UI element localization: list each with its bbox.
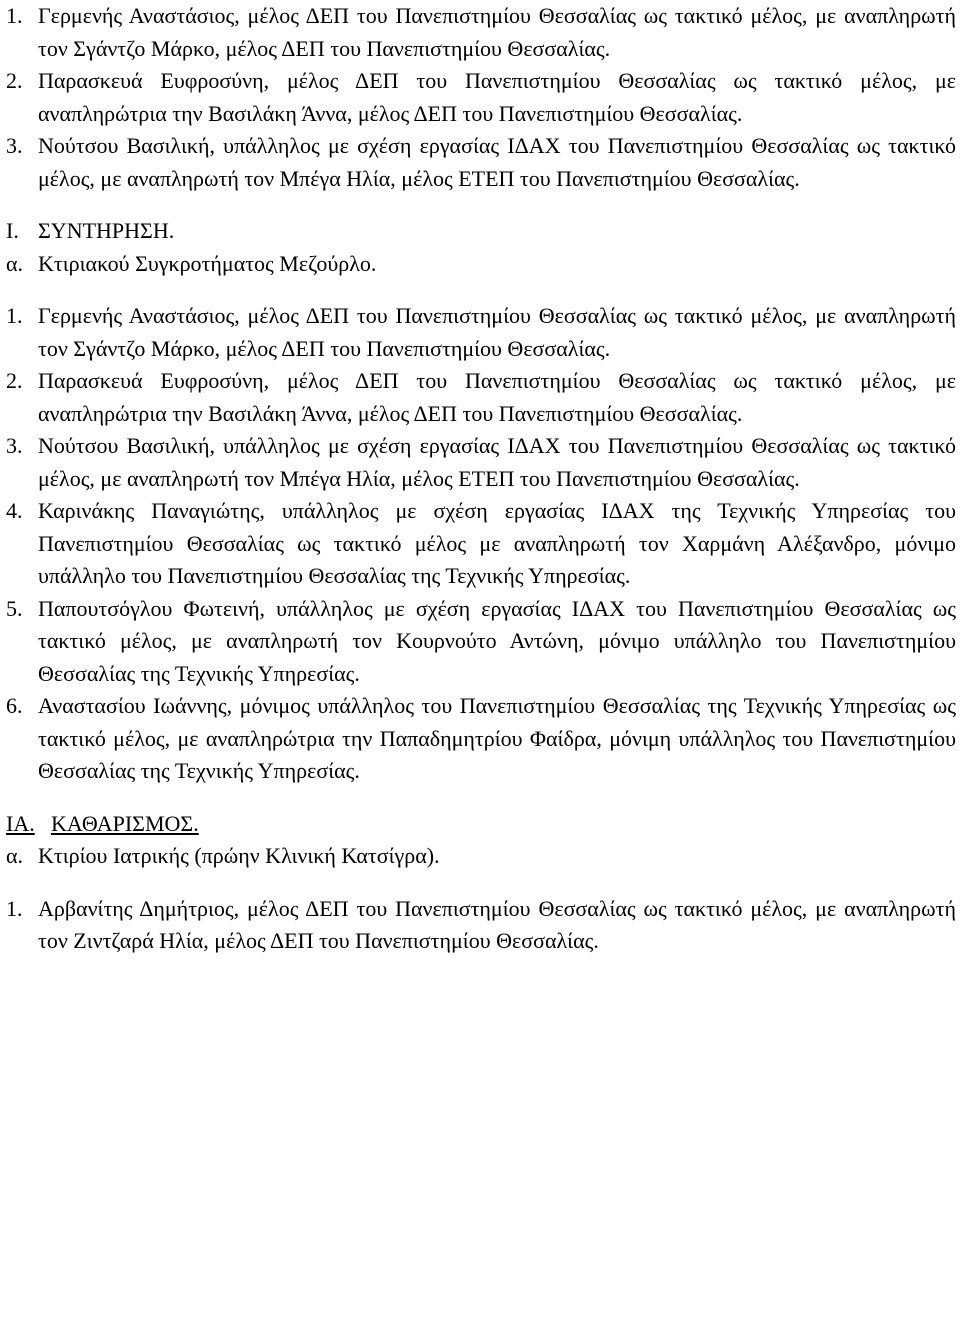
- section-heading-maintenance: [6, 215, 956, 248]
- list-item: [6, 130, 956, 195]
- subsection-heading: [6, 248, 956, 281]
- list-item: [6, 430, 956, 495]
- item-number: 5.: [6, 595, 23, 621]
- item-text: Καρινάκης Παναγιώτης, υπάλληλος με σχέση εργασίας ΙΔΑΧ της Τεχνικής Υπηρεσίας του Πανεπιστημίου Θεσσαλίας ως τακτικό μέλος με αναπληρωτή τον Χαρμάνη Αλέξανδρο, μόνιμο υπάλληλο του Πανεπιστημίου Θεσσαλίας της Τεχνικής Υπηρεσίας.: [38, 498, 956, 588]
- item-text: Γερμενής Αναστάσιος, μέλος ΔΕΠ του Πανεπιστημίου Θεσσαλίας ως τακτικό μέλος, με αναπληρωτή τον Σγάντζο Μάρκο, μέλος ΔΕΠ του Πανεπιστημίου Θεσσαλίας.: [38, 303, 956, 361]
- item-text: Παπουτσόγλου Φωτεινή, υπάλληλος με σχέση εργασίας ΙΔΑΧ του Πανεπιστημίου Θεσσαλίας ως τακτικό μέλος, με αναπληρωτή τον Κουρνούτο Αντώνη, μόνιμο υπάλληλο του Πανεπιστημίου Θεσσαλίας της Τεχνικής Υπηρεσίας.: [38, 595, 956, 686]
- item-text: Παρασκευά Ευφροσύνη, μέλος ΔΕΠ του Πανεπιστημίου Θεσσαλίας ως τακτικό μέλος, με αναπληρώτρια την Βασιλάκη Άννα, μέλος ΔΕΠ του Πανεπιστημίου Θεσσαλίας.: [38, 368, 956, 426]
- subsection-number: α.: [6, 843, 24, 868]
- section-number: Ι.: [6, 218, 19, 243]
- member-list-block-2: [6, 300, 956, 788]
- list-item: [6, 65, 956, 130]
- item-text: Γερμενής Αναστάσιος, μέλος ΔΕΠ του Πανεπιστημίου Θεσσαλίας ως τακτικό μέλος, με αναπληρωτή τον Σγάντζο Μάρκο, μέλος ΔΕΠ του Πανεπιστημίου Θεσσαλίας.: [38, 3, 956, 61]
- member-list-block-1: [6, 0, 956, 195]
- list-item: [6, 495, 956, 593]
- item-text: Αναστασίου Ιωάννης, μόνιμος υπάλληλος του Πανεπιστημίου Θεσσαλίας της Τεχνικής Υπηρεσίας ως τακτικό μέλος, με αναπληρώτρια την Παπαδημητρίου Φαίδρα, μόνιμη υπάλληλος του Πανεπιστημίου Θεσσαλίας της Τεχνικής Υπηρεσίας.: [38, 693, 956, 783]
- item-number: 3.: [6, 133, 23, 158]
- subsection-number: α.: [6, 250, 24, 276]
- item-number: 3.: [6, 433, 23, 458]
- section-title: ΚΑΘΑΡΙΣΜΟΣ.: [51, 810, 199, 836]
- item-number: 6.: [6, 693, 23, 718]
- section-title: ΣΥΝΤΗΡΗΣΗ.: [38, 218, 175, 243]
- item-text: Αρβανίτης Δημήτριος, μέλος ΔΕΠ του Πανεπιστημίου Θεσσαλίας ως τακτικό μέλος, με αναπληρωτή τον Ζιντζαρά Ηλία, μέλος ΔΕΠ του Πανεπιστημίου Θεσσαλίας.: [38, 895, 956, 953]
- list-item: [6, 893, 956, 958]
- subsection-title: Κτιριακού Συγκροτήματος Μεζούρλο.: [38, 250, 377, 276]
- item-number: 1.: [6, 303, 23, 328]
- item-number: 1.: [6, 3, 23, 28]
- section-heading-cleaning: [6, 808, 956, 841]
- list-item: [6, 690, 956, 788]
- list-item: [6, 0, 956, 65]
- item-text: Παρασκευά Ευφροσύνη, μέλος ΔΕΠ του Πανεπιστημίου Θεσσαλίας ως τακτικό μέλος, με αναπληρώτρια την Βασιλάκη Άννα, μέλος ΔΕΠ του Πανεπιστημίου Θεσσαλίας.: [38, 68, 956, 126]
- item-number: 2.: [6, 68, 23, 93]
- item-number: 4.: [6, 498, 23, 523]
- list-item: [6, 365, 956, 430]
- item-text: Νούτσου Βασιλική, υπάλληλος με σχέση εργασίας ΙΔΑΧ του Πανεπιστημίου Θεσσαλίας ως τακτικό μέλος, με αναπληρωτή τον Μπέγα Ηλία, μέλος ΕΤΕΠ του Πανεπιστημίου Θεσσαλίας.: [38, 133, 956, 191]
- member-list-block-3: [6, 893, 956, 958]
- item-text: Νούτσου Βασιλική, υπάλληλος με σχέση εργασίας ΙΔΑΧ του Πανεπιστημίου Θεσσαλίας ως τακτικό μέλος, με αναπληρωτή τον Μπέγα Ηλία, μέλος ΕΤΕΠ του Πανεπιστημίου Θεσσαλίας.: [38, 433, 956, 491]
- subsection-title: Κτιρίου Ιατρικής (πρώην Κλινική Κατσίγρα).: [38, 843, 440, 868]
- list-item: [6, 300, 956, 365]
- item-number: 2.: [6, 368, 23, 393]
- subsection-heading: [6, 840, 956, 873]
- list-item: [6, 593, 956, 691]
- item-number: 1.: [6, 895, 23, 921]
- section-number: ΙΑ.: [6, 810, 35, 836]
